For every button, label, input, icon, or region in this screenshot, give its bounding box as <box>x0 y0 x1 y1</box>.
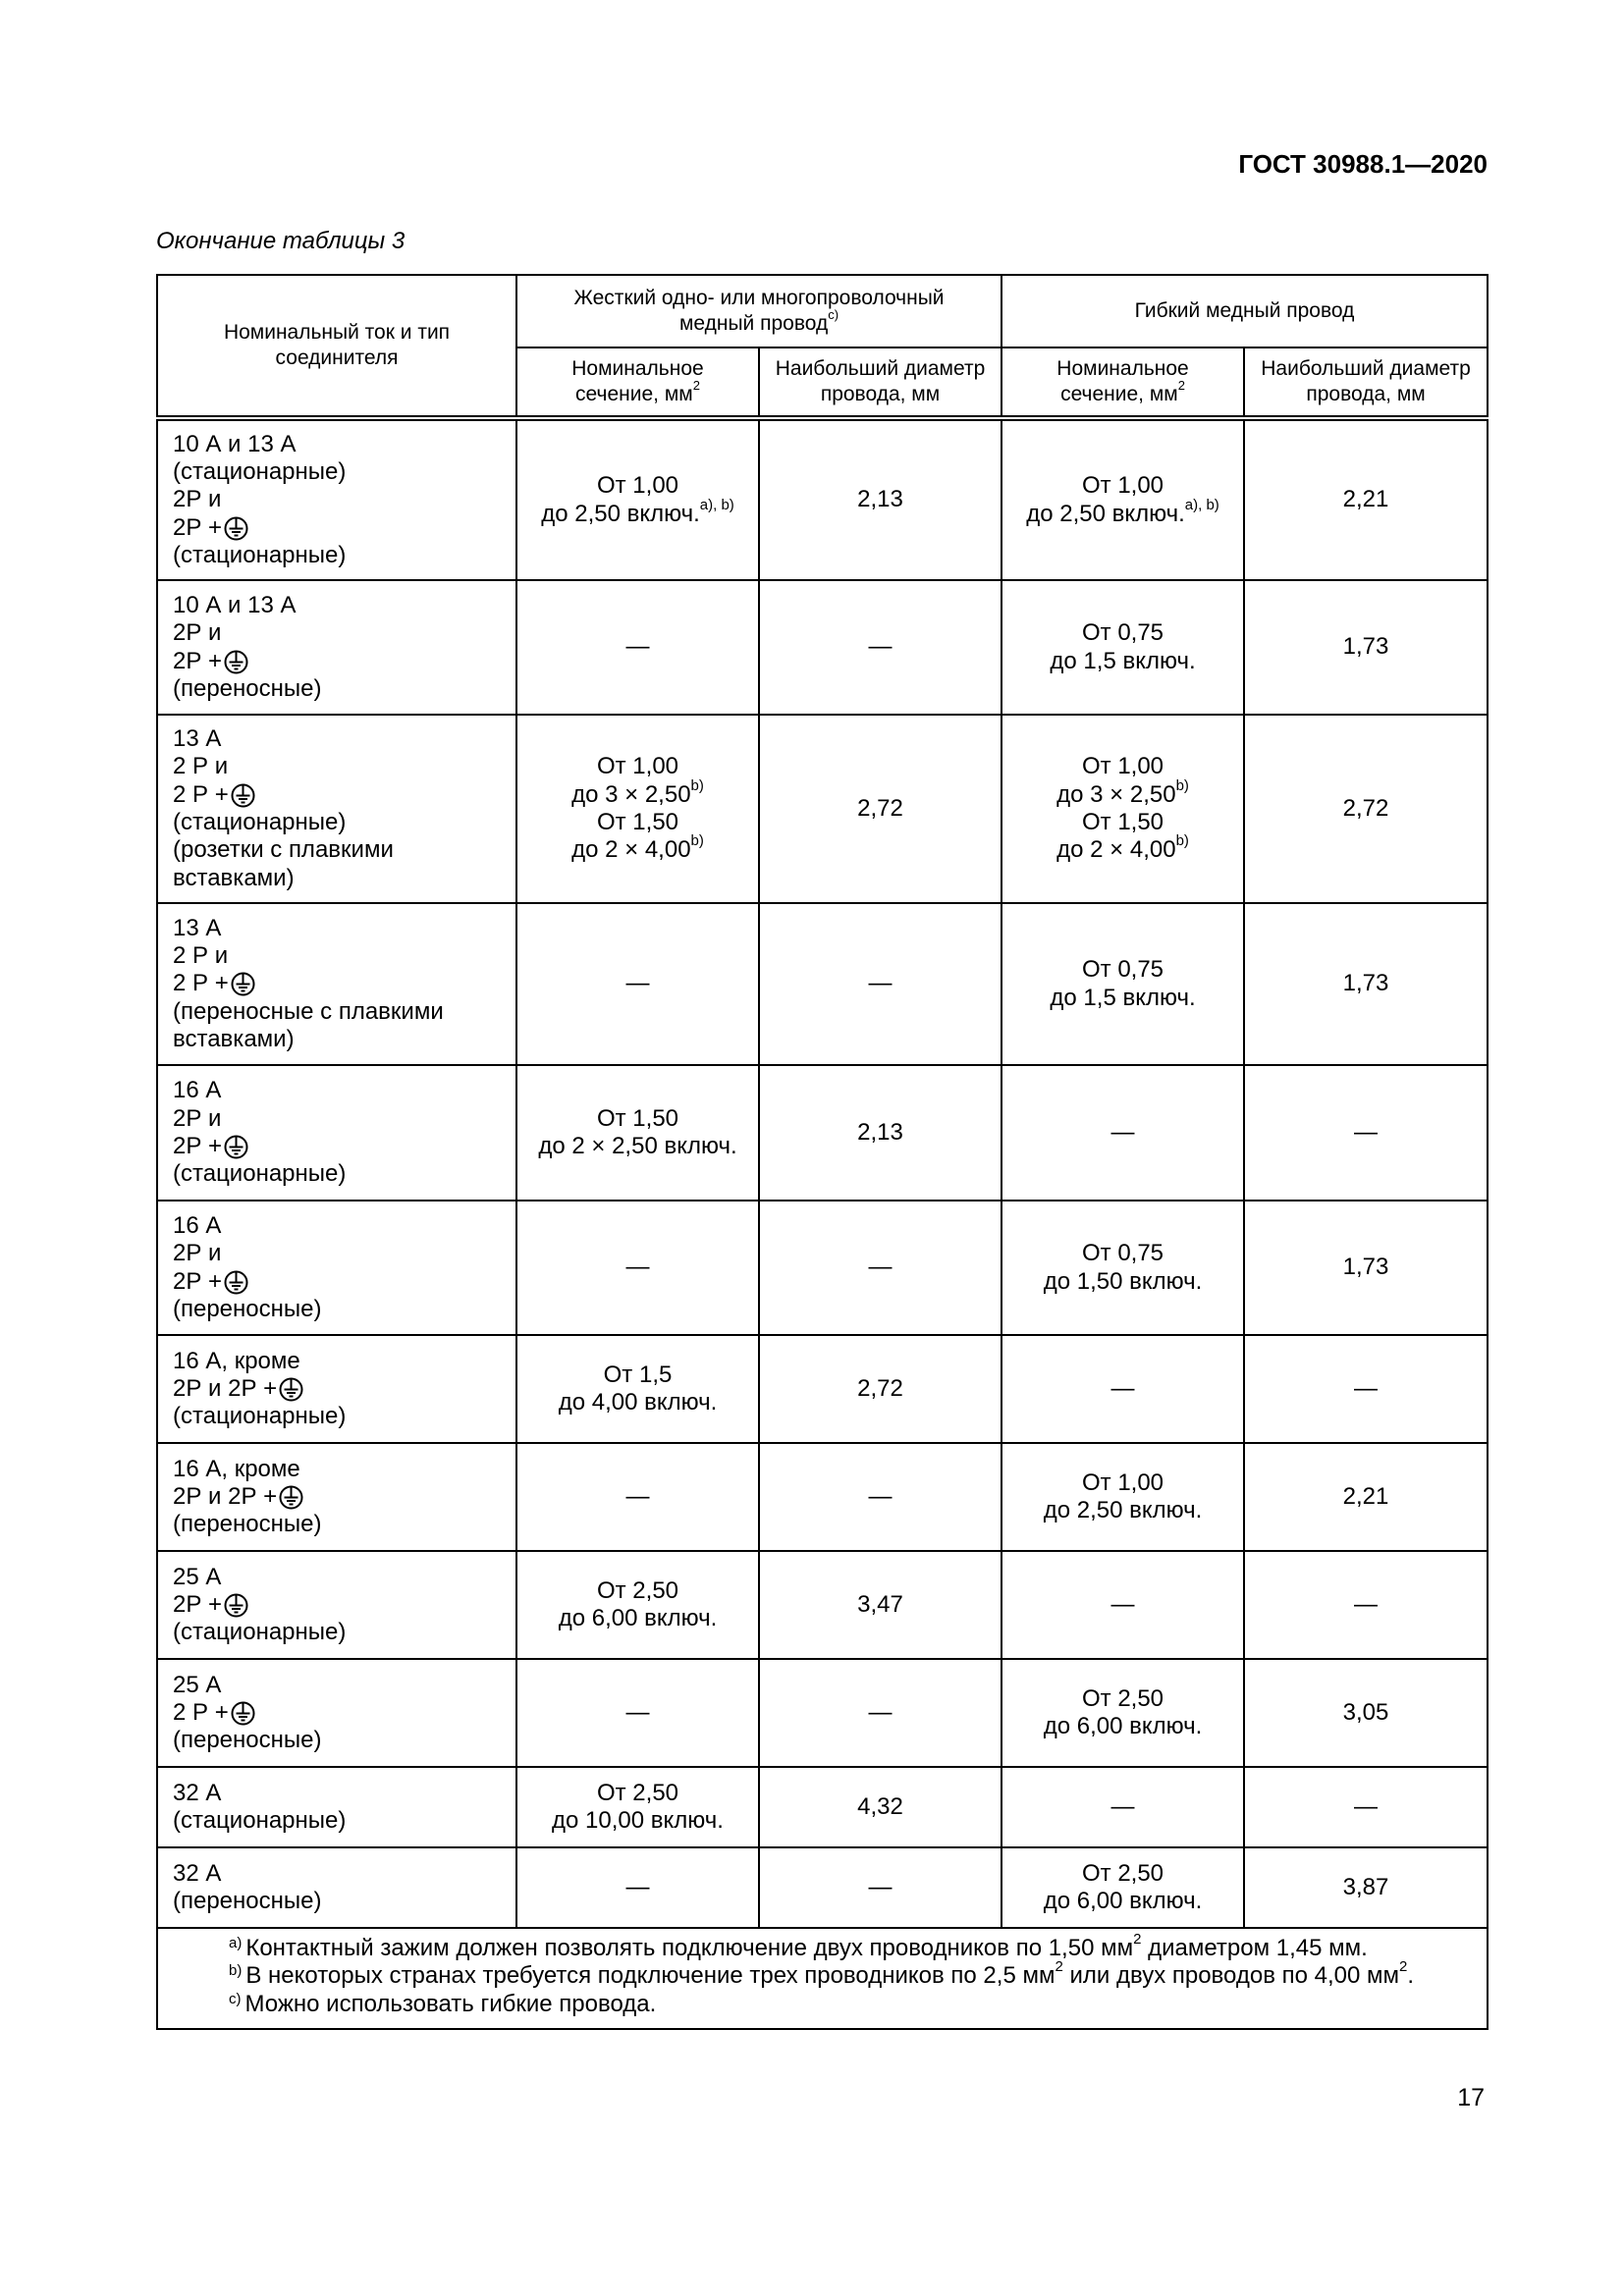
cell-rigid-section: От 1,00 до $3 \times 2,50^{b)}$ От 1,50 до $2 \times 4,00^{b)}$ <box>516 715 759 903</box>
cell-flex-diameter: 1,73 <box>1244 903 1488 1065</box>
document-code: ГОСТ 30988.1—2020 <box>1238 149 1488 179</box>
header-flex-section: Номинальное сечение, $мм^2$ <box>1001 347 1244 418</box>
earth-ground-icon <box>279 1485 303 1510</box>
cell-flex-section: От 0,75 до 1,50 включ. <box>1001 1201 1244 1335</box>
cell-current-type: 25 А 2 Р + (переносные) <box>157 1659 516 1767</box>
header-rigid-diameter: Наибольший диаметр провода, мм <box>759 347 1001 418</box>
footnote-mark: b) <box>229 1962 243 1980</box>
earth-ground-icon <box>231 972 255 996</box>
header-rigid-section: Номинальное сечение, $мм^2$ <box>516 347 759 418</box>
cell-rigid-diameter: — <box>759 1659 1001 1767</box>
cell-flex-diameter: — <box>1244 1767 1488 1847</box>
cell-current-type: 32 А (переносные) <box>157 1847 516 1928</box>
earth-ground-icon <box>224 516 248 541</box>
table-row <box>157 1335 1488 1443</box>
cell-rigid-section: — <box>516 1659 759 1767</box>
wire-size-table <box>156 274 1489 2030</box>
footnote: $^{b)}$ В некоторых странах требуется подключение трех проводников по 2,5 $мм^2$ или двух проводов по 4,00 $мм^2$. <box>229 1958 1415 1990</box>
cell-rigid-diameter: 2,72 <box>759 1335 1001 1443</box>
cell-flex-diameter: 2,21 <box>1244 418 1488 580</box>
earth-ground-icon <box>224 1135 248 1159</box>
cell-current-type: 10 А и 13 А 2Р и 2Р + (переносные) <box>157 580 516 715</box>
cell-flex-diameter: — <box>1244 1335 1488 1443</box>
table-row <box>157 580 1488 715</box>
cell-rigid-section: От 1,00 до 2,50 включ.$^{a), b)}$ <box>516 418 759 580</box>
cell-rigid-section: — <box>516 580 759 715</box>
earth-ground-icon <box>231 1701 255 1726</box>
cell-rigid-section: От 1,5 до 4,00 включ. <box>516 1335 759 1443</box>
cell-flex-section: От 1,00 до $3 \times 2,50^{b)}$ От 1,50 до $2 \times 4,00^{b)}$ <box>1001 715 1244 903</box>
cell-rigid-section: — <box>516 1201 759 1335</box>
earth-ground-icon <box>224 650 248 674</box>
cell-flex-diameter: 3,05 <box>1244 1659 1488 1767</box>
cell-flex-section: От 1,00 до 2,50 включ. <box>1001 1443 1244 1551</box>
cell-flex-diameter: 3,87 <box>1244 1847 1488 1928</box>
table-caption: Окончание таблицы 3 <box>156 228 406 254</box>
cell-rigid-diameter: — <box>759 1443 1001 1551</box>
cell-flex-section: От 2,50 до 6,00 включ. <box>1001 1847 1244 1928</box>
table-row <box>157 1659 1488 1767</box>
header-current-type: Номинальный ток и тип соединителя <box>157 275 516 418</box>
cell-rigid-section: От 2,50 до 10,00 включ. <box>516 1767 759 1847</box>
cell-flex-section: — <box>1001 1767 1244 1847</box>
cell-rigid-section: — <box>516 1443 759 1551</box>
cell-rigid-diameter: — <box>759 903 1001 1065</box>
earth-ground-icon <box>279 1377 303 1402</box>
earth-ground-icon <box>224 1593 248 1618</box>
earth-ground-icon <box>224 1270 248 1295</box>
cell-rigid-diameter: — <box>759 580 1001 715</box>
cell-rigid-diameter: 2,13 <box>759 418 1001 580</box>
table-row <box>157 1201 1488 1335</box>
header-rigid-wire: Жесткий одно- или многопроволочный медный провод$^{c)}$ <box>516 275 1001 347</box>
cell-rigid-diameter: 2,13 <box>759 1065 1001 1201</box>
cell-rigid-diameter: 4,32 <box>759 1767 1001 1847</box>
cell-current-type: 10 А и 13 А (стационарные) 2Р и 2Р + (стационарные) <box>157 418 516 580</box>
cell-current-type: 13 А 2 Р и 2 Р + (переносные с плавкими вставками) <box>157 903 516 1065</box>
earth-ground-icon <box>231 783 255 808</box>
cell-flex-diameter: — <box>1244 1551 1488 1659</box>
cell-current-type: 16 А 2Р и 2Р + (стационарные) <box>157 1065 516 1201</box>
table-row <box>157 1065 1488 1201</box>
cell-rigid-section: — <box>516 903 759 1065</box>
cell-rigid-diameter: 3,47 <box>759 1551 1001 1659</box>
footnote-mark: c) <box>229 1990 242 2007</box>
cell-flex-diameter: 2,72 <box>1244 715 1488 903</box>
footnote: $^{a)}$ Контактный зажим должен позволять подключение двух проводников по 1,50 $мм^2$ диаметром 1,45 мм. <box>229 1931 1368 1961</box>
header-flexible-wire: Гибкий медный провод <box>1001 275 1488 347</box>
table-row <box>157 1847 1488 1928</box>
table-row <box>157 903 1488 1065</box>
table-row <box>157 1551 1488 1659</box>
table-row <box>157 418 1488 580</box>
cell-flex-section: — <box>1001 1335 1244 1443</box>
cell-current-type: 16 А 2Р и 2Р + (переносные) <box>157 1201 516 1335</box>
page-number: 17 <box>1457 2084 1485 2111</box>
cell-current-type: 32 А (стационарные) <box>157 1767 516 1847</box>
cell-rigid-section: — <box>516 1847 759 1928</box>
cell-flex-diameter: 1,73 <box>1244 1201 1488 1335</box>
cell-rigid-diameter: — <box>759 1201 1001 1335</box>
cell-flex-section: — <box>1001 1551 1244 1659</box>
header-flex-diameter: Наибольший диаметр провода, мм <box>1244 347 1488 418</box>
table-footnotes <box>157 1928 1488 2029</box>
footnote-mark: a) <box>229 1935 243 1951</box>
table-body <box>157 418 1488 1928</box>
table-row <box>157 715 1488 903</box>
cell-current-type: 16 А, кроме 2Р и 2Р + (стационарные) <box>157 1335 516 1443</box>
cell-flex-diameter: 1,73 <box>1244 580 1488 715</box>
cell-flex-section: От 1,00 до 2,50 включ.$^{a), b)}$ <box>1001 418 1244 580</box>
cell-rigid-section: От 1,50 до 2 × 2,50 включ. <box>516 1065 759 1201</box>
cell-flex-diameter: 2,21 <box>1244 1443 1488 1551</box>
cell-current-type: 13 А 2 Р и 2 Р + (стационарные) (розетки с плавкими вставками) <box>157 715 516 903</box>
footnote: $^{c)}$ Можно использовать гибкие провода. <box>229 1990 657 2017</box>
cell-flex-section: От 2,50 до 6,00 включ. <box>1001 1659 1244 1767</box>
cell-current-type: 16 А, кроме 2Р и 2Р + (переносные) <box>157 1443 516 1551</box>
table-row <box>157 1767 1488 1847</box>
cell-rigid-diameter: — <box>759 1847 1001 1928</box>
cell-flex-diameter: — <box>1244 1065 1488 1201</box>
cell-flex-section: От 0,75 до 1,5 включ. <box>1001 903 1244 1065</box>
cell-current-type: 25 А 2Р + (стационарные) <box>157 1551 516 1659</box>
cell-flex-section: — <box>1001 1065 1244 1201</box>
cell-rigid-section: От 2,50 до 6,00 включ. <box>516 1551 759 1659</box>
table-row <box>157 1443 1488 1551</box>
cell-flex-section: От 0,75 до 1,5 включ. <box>1001 580 1244 715</box>
cell-rigid-diameter: 2,72 <box>759 715 1001 903</box>
